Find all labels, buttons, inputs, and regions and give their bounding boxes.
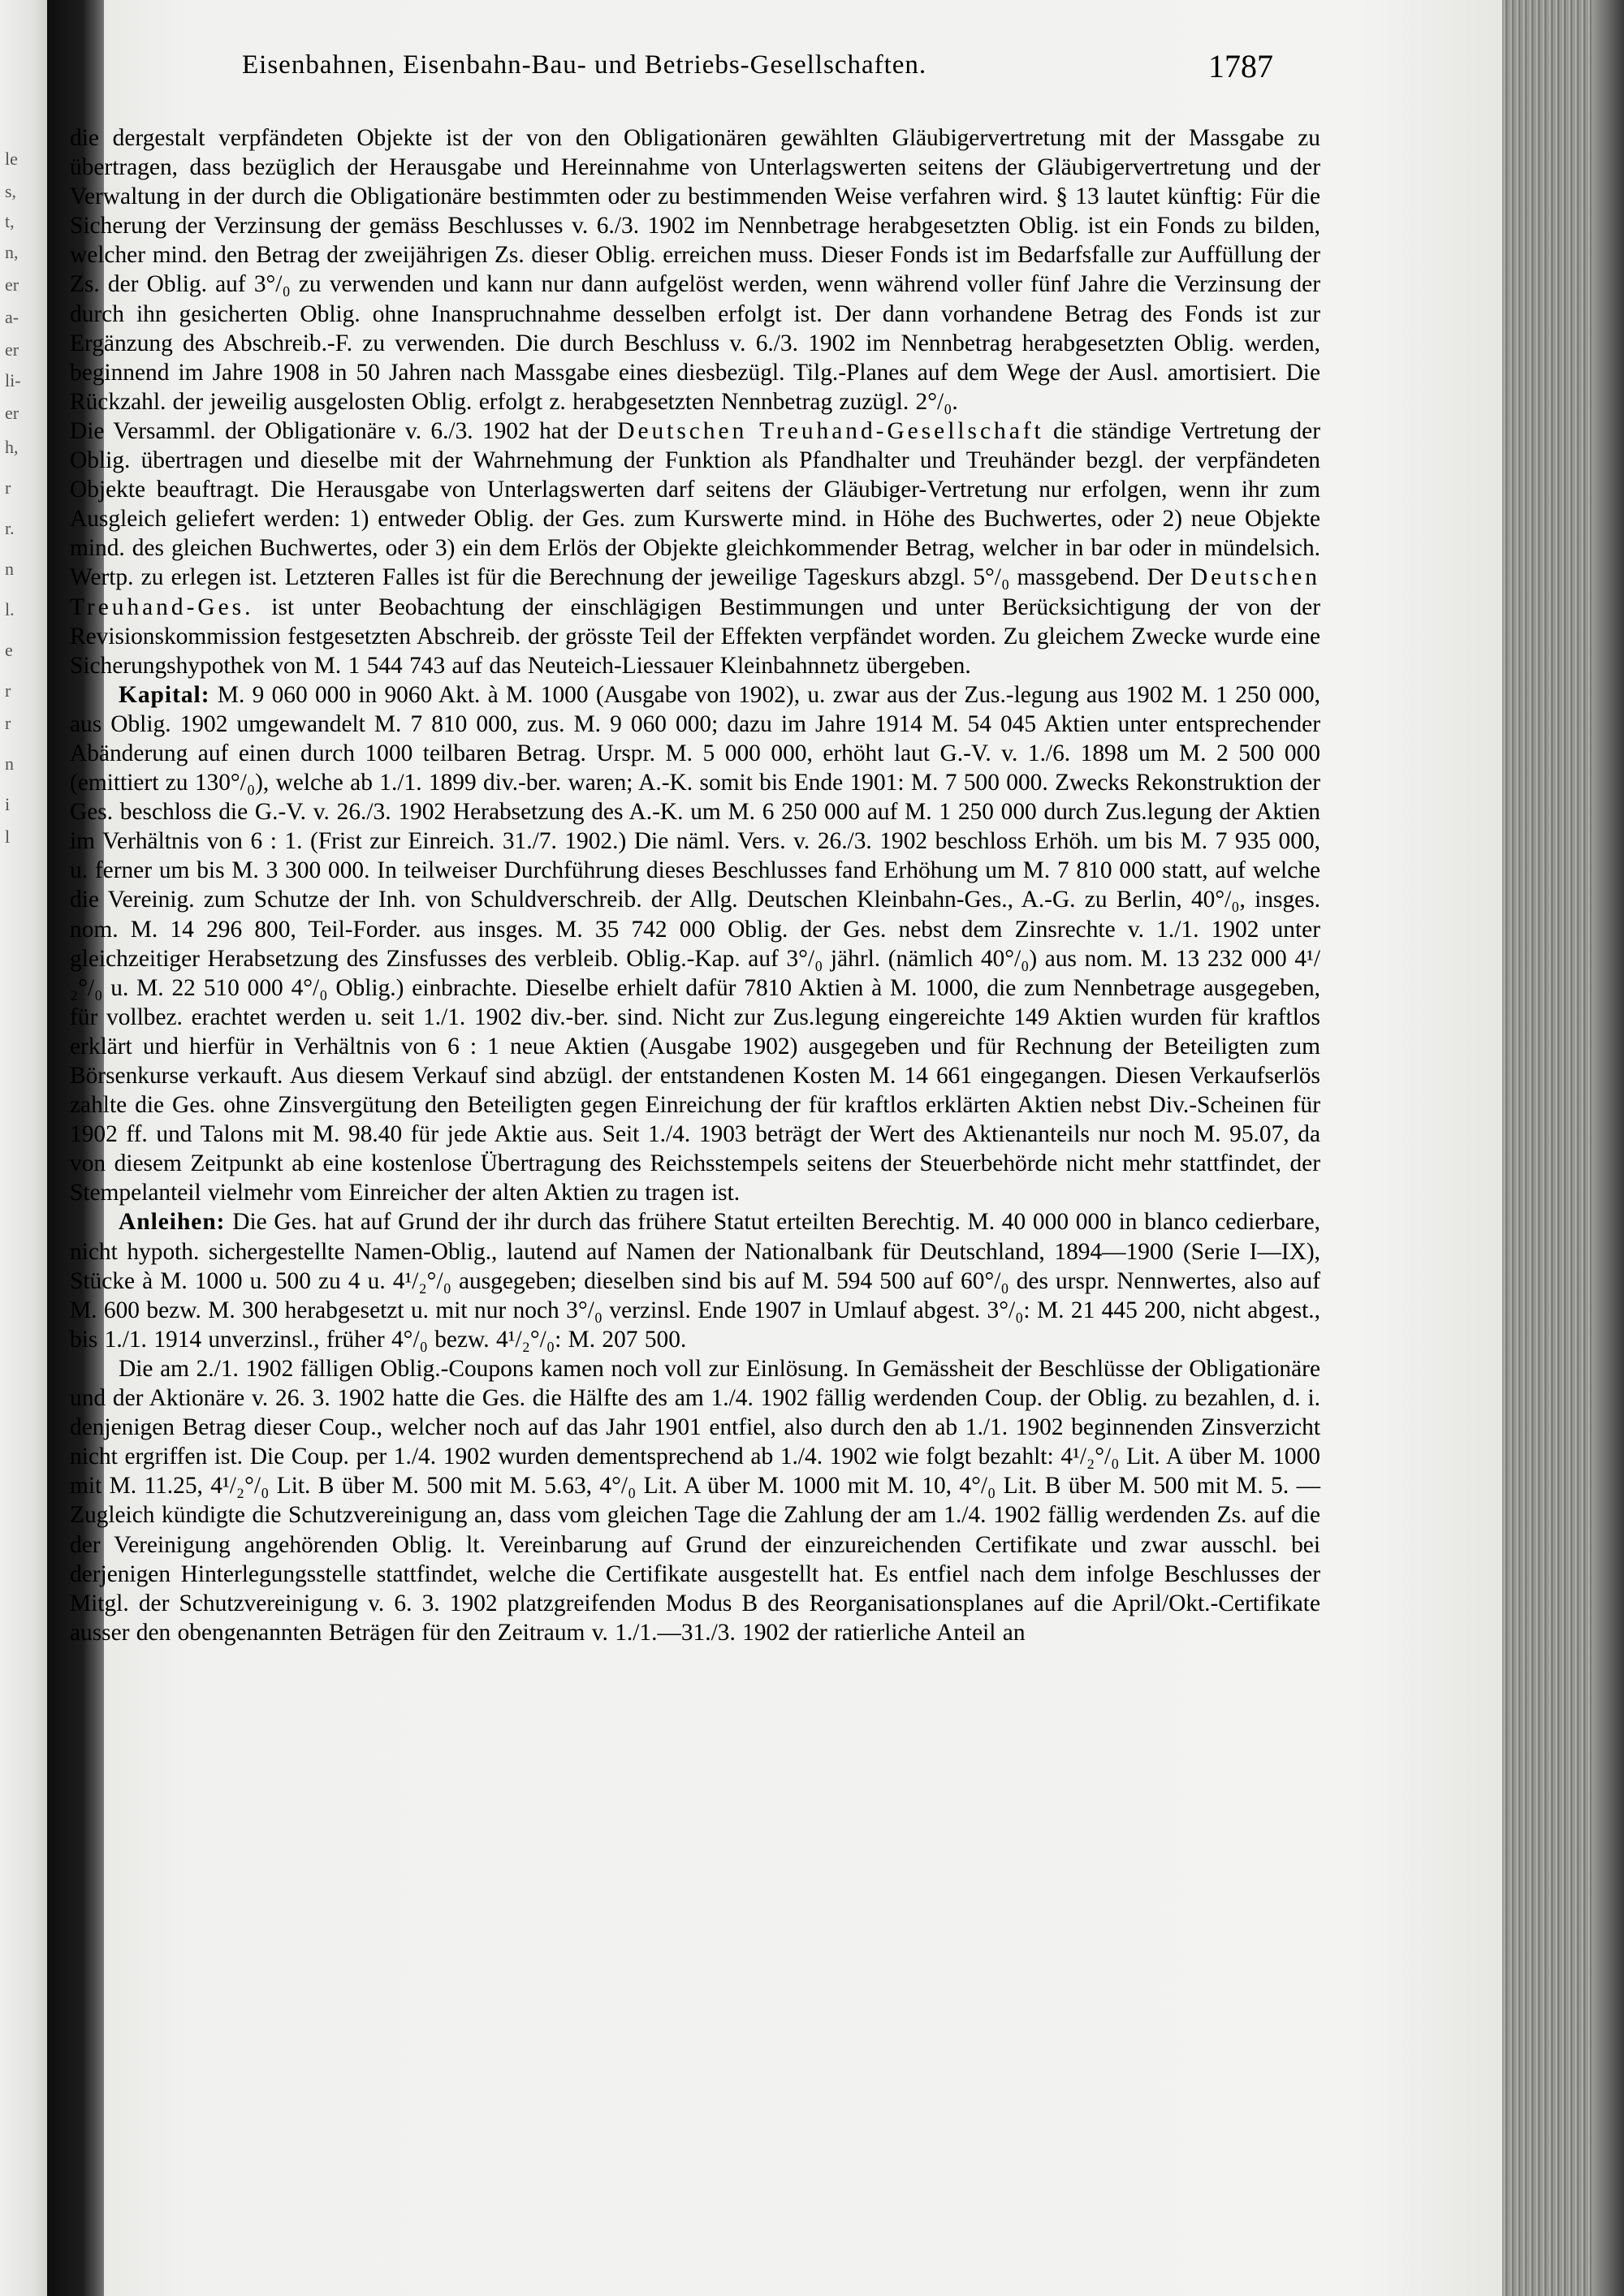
margin-fragment: e (5, 640, 13, 660)
margin-fragment: le (5, 149, 18, 169)
margin-fragment: l. (5, 599, 15, 619)
body-paragraph (70, 123, 1320, 416)
body-paragraph (70, 1207, 1320, 1353)
margin-fragment: n (5, 559, 14, 579)
running-header-title: Eisenbahnen, Eisenbahn-Bau- und Betriebs-Gesellschaften. (242, 50, 927, 80)
page-edges (1502, 0, 1624, 2296)
margin-fragment: s, (5, 181, 17, 201)
margin-fragment: i (5, 794, 11, 814)
text-run: Die Ges. hat auf Grund der ihr durch das frühere Statut erteilten Berechtig. M. 40 000 000 in blanco cedierbare, nicht hypoth. sichergestellte Namen-Oblig., lautend auf Namen der Nationalbank für Deutschland, 1894—1900 (Serie I—IX), Stücke à M. 1000 u. 500 zu 4 u. 4¹/₂°/₀ ausgegeben; dieselben sind bis auf M. 594 500 auf 60°/₀ des urspr. Nennwertes, also auf M. 600 bezw. M. 300 herabgesetzt u. mit nur noch 3°/₀ verzinsl. Ende 1907 in Umlauf abgest. 3°/₀: M. 21 445 200, nicht abgest., bis 1./1. 1914 unverzinsl., früher 4°/₀ bezw. 4¹/₂°/₀: M. 207 500. (70, 1209, 1320, 1353)
margin-fragment: r. (5, 518, 15, 538)
margin-fragment: er (5, 339, 19, 360)
body-paragraph (70, 416, 1320, 680)
margin-fragment: a- (5, 307, 19, 327)
running-header (104, 50, 1273, 91)
text-run: die ständige Vertretung der Oblig. übertragen und dieselbe mit der Wahrnehmung der Funktion als Pfandhalter und Treuhänder bezgl. der verpfändeten Objekte beauftragt. Die Herausgabe von Unterlagswerten darf seitens der Gläubiger-Vertretung nur erfolgen, wenn ihr zum Ausgleich geliefert werden: 1) entweder Oblig. der Ges. zum Kurswerte mind. in Höhe des Buchwertes, oder 2) neue Objekte mind. des gleichen Buchwertes, oder 3) ein dem Erlös der Objekte gleichkommender Betrag, welcher in bar oder in mündelsich. Wertp. zu erlegen ist. Letzteren Falles ist für die Berechnung der jeweilige Tageskurs abzgl. 5°/₀ massgebend. Der (70, 417, 1320, 591)
page-number: 1787 (1208, 48, 1273, 84)
margin-fragment: er (5, 403, 19, 423)
margin-fragment: li- (5, 370, 21, 391)
body-paragraph (70, 680, 1320, 1208)
body-paragraph (70, 1354, 1320, 1647)
text-run: M. 9 060 000 in 9060 Akt. à M. 1000 (Ausgabe von 1902), u. zwar aus der Zus.-legung aus 1902 M. 1 250 000, aus Oblig. 1902 umgewandelt M. 7 810 000, zus. M. 9 060 000; dazu im Jahre 1914 M. 54 045 Aktien unter entsprechender Abänderung auf einen durch 1000 teilbaren Betrag. Urspr. M. 5 000 000, erhöht laut G.-V. v. 1./6. 1898 um M. 2 500 000 (emittiert zu 130°/₀), welche ab 1./1. 1899 div.-ber. waren; A.-K. somit bis Ende 1901: M. 7 500 000. Zwecks Rekonstruktion der Ges. beschloss die G.-V. v. 26./3. 1902 Herabsetzung des A.-K. um M. 6 250 000 auf M. 1 250 000 durch Zus.legung der Aktien im Verhältnis von 6 : 1. (Frist zur Einreich. 31./7. 1902.) Die näml. Vers. v. 26./3. 1902 beschloss Erhöh. um bis M. 7 935 000, u. ferner um bis M. 3 300 000. In teilweiser Durchführung dieses Beschlusses fand Erhöhung um M. 7 810 000 statt, auf welche die Vereinig. zum Schutze der Inh. von Schuldverschreib. der Allg. Deutschen Kleinbahn-Ges., A.-G. zu Berlin, 40°/₀, insges. nom. M. 14 296 800, Teil-Forder. aus insges. M. 35 742 000 Oblig. der Ges. nebst dem Zinsrechte v. 1./1. 1902 unter gleichzeitiger Herabsetzung des Zinsfusses des verbleib. Oblig.-Kap. auf 3°/₀ jährl. (nämlich 40°/₀) aus nom. M. 13 232 000 4¹/₂°/₀ u. M. 22 510 000 4°/₀ Oblig.) einbrachte. Dieselbe erhielt dafür 7810 Aktien à M. 1000, die zum Nennbetrage ausgegeben, für vollbez. erachtet werden u. seit 1./1. 1902 div.-ber. sind. Nicht zur Zus.legung eingereichte 149 Aktien wurden für kraftlos erklärt und hierfür in Verhältnis von 6 : 1 neue Aktien (Ausgabe 1902) ausgegeben und für Rechnung der Beteiligten zum Börsenkurse verkauft. Aus diesem Verkauf sind abzügl. der entstandenen Kosten M. 14 661 eingegangen. Diesen Verkaufserlös zahlte die Ges. ohne Zinsvergütung den Beteiligten gegen Einreichung der für kraftlos erklärten Aktien nebst Div.-Scheinen für 1902 ff. und Talons mit M. 98.40 für jede Aktie aus. Seit 1./4. 1903 beträgt der Wert des Aktienanteils nur noch M. 95.07, da von diesem Zeitpunkt ab eine kostenlose Übertragung des Reichsstempels seitens der Steuerbehörde nicht mehr stattfindet, der Stempelanteil vielmehr vom Einreicher der alten Aktien zu tragen ist. (70, 681, 1320, 1206)
text-run: die dergestalt verpfändeten Objekte ist der von den Obligationären gewählten Gläubigervertretung mit der Massgabe zu übertragen, dass bezüglich der Herausgabe und Hereinnahme von Unterlagswerten seitens der Gläubigervertretung und der Verwaltung in der durch die Obligationäre bestimmten oder zu bestimmenden Weise verfahren wird. § 13 lautet künftig: Für die Sicherung der Verzinsung der gemäss Beschlusses v. 6./3. 1902 im Nennbetrage herabgesetzten Oblig. ist ein Fonds zu bilden, welcher mind. den Betrag der zweijährigen Zs. dieser Oblig. erreichen muss. Dieser Fonds ist im Bedarfsfalle zur Auffüllung der Zs. der Oblig. auf 3°/₀ zu verwenden und kann nur dann aufgelöst werden, wenn während voller fünf Jahre die Verzinsung der durch ihn gesicherten Oblig. ohne Inanspruchnahme desselben erfolgt ist. Der dann vorhandene Betrag des Fonds ist zur Ergänzung des Abschreib.-F. zu verwenden. Die durch Beschluss v. 6./3. 1902 im Nennbetrag herabgesetzten Oblig. werden, beginnend im Jahre 1908 in 50 Jahren nach Massgabe eines diesbezügl. Tilg.-Planes auf dem Wege der Ausl. amortisiert. Die Rückzahl. der jeweilig ausgelosten Oblig. erfolgt z. herabgesetzten Nennbetrag zuzügl. 2°/₀. (70, 125, 1320, 415)
margin-fragment: r (5, 713, 11, 733)
margin-fragment: r (5, 477, 11, 498)
article-body (70, 123, 1320, 1647)
margin-fragment: t, (5, 211, 15, 231)
text-run: Die Versamml. der Obligationäre v. 6./3. 1902 hat der (70, 417, 618, 444)
previous-page-margin (0, 0, 47, 2296)
section-label: Kapital: (119, 681, 210, 708)
margin-fragment: n, (5, 242, 19, 262)
margin-fragment: n (5, 753, 14, 774)
emphasized-name: Deutschen Treuhand-Gesellschaft (617, 417, 1044, 444)
margin-fragment: h, (5, 437, 19, 457)
margin-fragment: r (5, 680, 11, 701)
emphasized-name: Deutschen Treuhand-Ges. (70, 564, 1320, 620)
margin-fragment: er (5, 274, 19, 295)
text-run: Die am 2./1. 1902 fälligen Oblig.-Coupons kamen noch voll zur Einlösung. In Gemässheit der Beschlüsse der Obligationäre und der Aktionäre v. 26. 3. 1902 hatte die Ges. die Hälfte des am 1./4. 1902 fällig werdenden Coup. der Oblig. zu bezahlen, d. i. denjenigen Betrag dieser Coup., welcher noch auf das Jahr 1901 entfiel, also durch den ab 1./1. 1902 beginnenden Zinsverzicht nicht ergriffen ist. Die Coup. per 1./4. 1902 wurden dementsprechend ab 1./4. 1902 wie folgt bezahlt: 4¹/₂°/₀ Lit. A über M. 1000 mit M. 11.25, 4¹/₂°/₀ Lit. B über M. 500 mit M. 5.63, 4°/₀ Lit. A über M. 1000 mit M. 10, 4°/₀ Lit. B über M. 500 mit M. 5. — Zugleich kündigte die Schutzvereinigung an, dass vom gleichen Tage die Zahlung der am 1./4. 1902 fällig werdenden Zs. auf die der Vereinigung angehörenden Oblig. lt. Vereinbarung auf Grund der einzureichenden Certifikate und zwar ausschl. bei derjenigen Hinterlegungsstelle stattfindet, welche die Certifikate ausgestellt hat. Es entfiel nach dem infolge Beschlusses der Mitgl. der Schutzvereinigung v. 6. 3. 1902 platzgreifenden Modus B des Reorganisationsplanes auf die April/Okt.-Certifikate ausser den obengenannten Beträgen für den Zeitraum v. 1./1.—31./3. 1902 der ratierliche Anteil an (70, 1355, 1320, 1646)
text-run: ist unter Beobachtung der einschlägigen Bestimmungen und unter Berücksichtigung der von der Revisionskommission festgesetzten Abschreib. der grösste Teil der Effekten verpfändet worden. Zu gleichem Zwecke wurde eine Sicherungshypothek von M. 1 544 743 auf das Neuteich-Liessauer Kleinbahnnetz übergeben. (70, 593, 1320, 679)
section-label: Anleihen: (119, 1209, 226, 1236)
margin-fragment: l (5, 826, 11, 847)
